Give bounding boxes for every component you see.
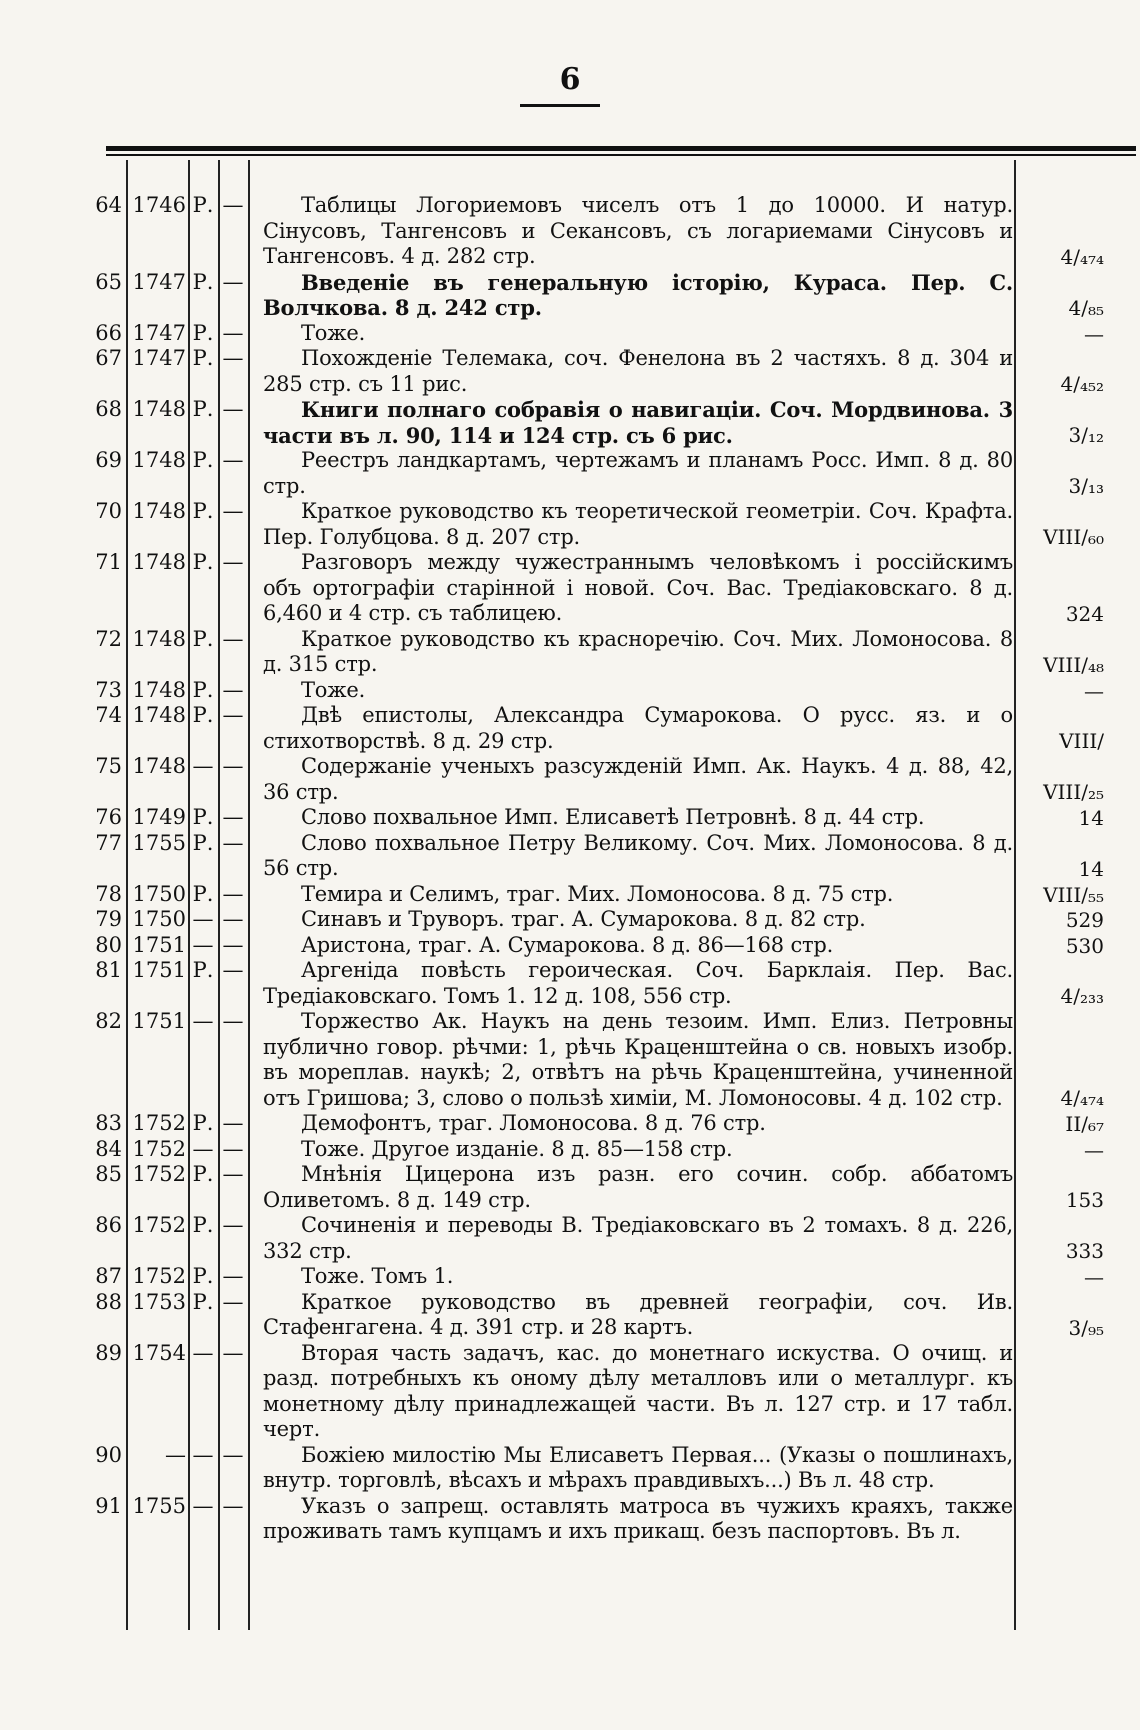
entry-description: Сочиненія и переводы В. Тредіаковскаго въ 2 томахъ. 8 д. 226, 332 стр. xyxy=(263,1213,1013,1263)
entry-number: 70 xyxy=(95,499,122,523)
entry-shelfmark: 4/₄₇₄ xyxy=(1060,1086,1104,1110)
entry-description: Тоже. xyxy=(301,320,366,345)
catalog-entry xyxy=(0,1137,1140,1163)
entry-number: 75 xyxy=(95,754,122,778)
entry-description: Тоже. xyxy=(301,677,366,702)
entry-mark: — xyxy=(222,677,244,702)
entry-year: 1750 xyxy=(132,881,186,906)
entry-number: 71 xyxy=(95,550,122,574)
entry-description: Введеніе въ генеральную історію, Кураса. Пер. С. Волчкова. 8 д. 242 стр. xyxy=(263,269,1013,320)
entry-number: 87 xyxy=(95,1264,122,1288)
entry-description: Краткое руководство къ теоретической геометріи. Соч. Крафта. Пер. Голубцова. 8 д. 207 стр. xyxy=(263,499,1013,549)
catalog-entry xyxy=(0,397,1140,448)
entry-number: 74 xyxy=(95,703,122,727)
entry-number: 91 xyxy=(95,1493,122,1518)
entry-shelfmark: 3/₉₅ xyxy=(1068,1315,1104,1340)
entry-language: Р. xyxy=(192,320,214,345)
entry-mark: — xyxy=(222,754,244,778)
entry-year: 1752 xyxy=(132,1111,186,1135)
entry-year: — xyxy=(165,1442,186,1467)
catalog-entry xyxy=(0,831,1140,882)
entry-mark: — xyxy=(222,703,244,727)
catalog-entry xyxy=(0,550,1140,627)
entry-language: — xyxy=(192,1340,214,1365)
entry-number: 79 xyxy=(95,907,122,931)
entry-shelfmark: — xyxy=(1084,321,1104,346)
entry-year: 1752 xyxy=(132,1162,186,1186)
entry-shelfmark: 4/₄₇₄ xyxy=(1060,245,1104,269)
entry-mark: — xyxy=(222,932,244,957)
catalog-entry xyxy=(0,754,1140,805)
catalog-entry xyxy=(0,1111,1140,1137)
entry-language: Р. xyxy=(192,269,214,294)
entry-mark: — xyxy=(222,1213,244,1237)
entry-language: Р. xyxy=(192,1289,214,1314)
entry-description: Аристона, траг. А. Сумарокова. 8 д. 86—168 стр. xyxy=(301,932,834,957)
entry-mark: — xyxy=(222,397,244,421)
entry-year: 1749 xyxy=(132,805,186,829)
entry-number: 67 xyxy=(95,346,122,370)
entry-language: Р. xyxy=(192,1162,214,1186)
entry-number: 82 xyxy=(95,1009,122,1033)
entry-language: Р. xyxy=(192,1111,214,1135)
entry-mark: — xyxy=(222,1162,244,1186)
entry-description: Торжество Ак. Наукъ на день тезоим. Имп. Елиз. Петровны публично говор. рѣчми: 1, рѣчь Краценштейна о св. новыхъ изобр. въ мореплав. наукѣ; 2, отвѣтъ на рѣчь Краценштейна, учиненной отъ Гришова; 3, слово о пользѣ химіи, М. Ломоносовы. 4 д. 102 стр. xyxy=(263,1009,1013,1110)
catalog-entry xyxy=(0,1264,1140,1290)
entry-number: 78 xyxy=(95,881,122,906)
entry-year: 1751 xyxy=(132,932,186,957)
entry-mark: — xyxy=(222,193,244,217)
entry-description: Похожденіе Телемака, соч. Фенелона въ 2 частяхъ. 8 д. 304 и 285 стр. съ 11 рис. xyxy=(263,346,1013,396)
entry-year: 1748 xyxy=(132,677,186,702)
entry-number: 83 xyxy=(95,1111,122,1135)
entry-language: Р. xyxy=(192,346,214,370)
entry-number: 65 xyxy=(95,269,122,294)
catalog-entry xyxy=(0,882,1140,908)
entry-shelfmark: 3/₁₃ xyxy=(1068,474,1104,498)
entry-shelfmark: 333 xyxy=(1065,1239,1104,1263)
entry-mark: — xyxy=(222,881,244,906)
entry-language: Р. xyxy=(192,1213,214,1237)
entry-language: — xyxy=(192,1442,214,1467)
entry-year: 1747 xyxy=(132,269,186,294)
entry-year: 1752 xyxy=(132,1213,186,1237)
entry-year: 1748 xyxy=(132,448,186,472)
page-number: 6 xyxy=(559,62,581,97)
entry-language: Р. xyxy=(192,499,214,523)
page-number-underline xyxy=(520,104,600,107)
catalog-entry xyxy=(0,1341,1140,1443)
entry-language: Р. xyxy=(192,958,214,982)
entry-shelfmark: 4/₄₅₂ xyxy=(1060,372,1104,396)
entry-mark: — xyxy=(222,907,244,931)
entry-language: Р. xyxy=(192,193,214,217)
entry-shelfmark: VIII/₆₀ xyxy=(1043,525,1104,549)
entry-shelfmark: 529 xyxy=(1065,908,1104,932)
entry-number: 86 xyxy=(95,1213,122,1237)
entry-description: Содержаніе ученыхъ разсужденій Имп. Ак. Наукъ. 4 д. 88, 42, 36 стр. xyxy=(263,754,1013,804)
entry-mark: — xyxy=(222,830,244,855)
entry-year: 1748 xyxy=(132,703,186,727)
entry-mark: — xyxy=(222,550,244,574)
entry-language: — xyxy=(192,932,214,957)
entry-language: — xyxy=(192,754,214,778)
catalog-entries xyxy=(0,193,1140,1545)
entry-number: 84 xyxy=(95,1136,122,1161)
entry-shelfmark: 153 xyxy=(1065,1188,1104,1212)
catalog-entry xyxy=(0,703,1140,754)
entry-year: 1752 xyxy=(132,1264,186,1288)
entry-number: 77 xyxy=(95,830,122,855)
entry-shelfmark: 14 xyxy=(1078,806,1104,830)
entry-description: Синавъ и Труворъ. траг. А. Сумарокова. 8 д. 82 стр. xyxy=(301,907,866,931)
top-rule-thin xyxy=(106,154,1136,156)
entry-number: 89 xyxy=(95,1340,122,1365)
entry-shelfmark: VIII/₄₈ xyxy=(1043,652,1104,677)
catalog-entry xyxy=(0,627,1140,678)
entry-description: Книги полнаго собравія о навигаціи. Соч. Мордвинова. 3 части въ л. 90, 114 и 124 стр. съ 6 рис. xyxy=(263,397,1013,448)
entry-mark: — xyxy=(222,499,244,523)
entry-mark: — xyxy=(222,448,244,472)
entry-mark: — xyxy=(222,1009,244,1033)
top-rule xyxy=(106,146,1136,151)
entry-mark: — xyxy=(222,1136,244,1161)
entry-mark: — xyxy=(222,1340,244,1365)
entry-number: 76 xyxy=(95,805,122,829)
entry-shelfmark: 3/₁₂ xyxy=(1068,423,1104,447)
entry-description: Мнѣнія Цицерона изъ разн. его сочин. собр. аббатомъ Оливетомъ. 8 д. 149 стр. xyxy=(263,1162,1013,1212)
entry-number: 80 xyxy=(95,932,122,957)
entry-number: 73 xyxy=(95,677,122,702)
entry-year: 1748 xyxy=(132,754,186,778)
entry-number: 66 xyxy=(95,320,122,345)
entry-number: 69 xyxy=(95,448,122,472)
entry-description: Двѣ епистолы, Александра Сумарокова. О русс. яз. и о стихотворствѣ. 8 д. 29 стр. xyxy=(263,703,1013,753)
entry-year: 1751 xyxy=(132,958,186,982)
entry-mark: — xyxy=(222,346,244,370)
catalog-entry xyxy=(0,321,1140,347)
catalog-entry xyxy=(0,1213,1140,1264)
entry-language: Р. xyxy=(192,830,214,855)
entry-language: Р. xyxy=(192,397,214,421)
entry-number: 64 xyxy=(95,193,122,217)
entry-language: Р. xyxy=(192,448,214,472)
catalog-entry xyxy=(0,1290,1140,1341)
catalog-entry xyxy=(0,1162,1140,1213)
entry-description: Божіею милостію Мы Елисаветъ Первая... (Указы о пошлинахъ, внутр. торговлѣ, вѣсахъ и мѣрахъ правдивыхъ...) Въ л. 48 стр. xyxy=(263,1442,1013,1492)
entry-language: Р. xyxy=(192,550,214,574)
entry-number: 68 xyxy=(95,397,122,421)
entry-language: — xyxy=(192,1493,214,1518)
entry-year: 1748 xyxy=(132,626,186,651)
catalog-entry xyxy=(0,499,1140,550)
entry-shelfmark: VIII/₂₅ xyxy=(1043,780,1104,804)
entry-shelfmark: — xyxy=(1084,678,1104,703)
entry-description: Слово похвальное Петру Великому. Соч. Мих. Ломоносова. 8 д. 56 стр. xyxy=(263,830,1013,880)
entry-number: 72 xyxy=(95,626,122,651)
catalog-entry xyxy=(0,678,1140,704)
entry-year: 1747 xyxy=(132,320,186,345)
entry-shelfmark: 4/₂₃₃ xyxy=(1060,984,1104,1008)
entry-shelfmark: 324 xyxy=(1065,602,1104,626)
entry-description: Вторая часть задачъ, кас. до монетнаго искуства. О очищ. и разд. потребныхъ къ оному дѣлу металловъ или о металлург. къ монетному дѣлу принадлежащей части. Въ л. 127 стр. и 17 табл. черт. xyxy=(263,1340,1013,1441)
entry-shelfmark: VIII/ xyxy=(1059,729,1104,753)
entry-mark: — xyxy=(222,320,244,345)
entry-year: 1755 xyxy=(132,830,186,855)
catalog-entry xyxy=(0,346,1140,397)
entry-shelfmark: — xyxy=(1084,1265,1104,1289)
entry-mark: — xyxy=(222,805,244,829)
entry-shelfmark: — xyxy=(1084,1137,1104,1162)
entry-language: — xyxy=(192,1136,214,1161)
entry-number: 88 xyxy=(95,1289,122,1314)
entry-shelfmark: 14 xyxy=(1078,856,1104,881)
catalog-entry xyxy=(0,448,1140,499)
catalog-entry xyxy=(0,805,1140,831)
catalog-entry xyxy=(0,1494,1140,1545)
entry-mark: — xyxy=(222,958,244,982)
entry-shelfmark: II/₆₇ xyxy=(1065,1112,1104,1136)
entry-year: 1752 xyxy=(132,1136,186,1161)
entry-description: Демофонтъ, траг. Ломоносова. 8 д. 76 стр. xyxy=(301,1111,766,1135)
entry-language: Р. xyxy=(192,703,214,727)
entry-language: Р. xyxy=(192,1264,214,1288)
entry-mark: — xyxy=(222,269,244,294)
entry-description: Тоже. Томъ 1. xyxy=(301,1264,454,1288)
catalog-entry xyxy=(0,270,1140,321)
entry-description: Разговоръ между чужестраннымъ человѣкомъ і россійскимъ объ ортографіи старінной і новой. Соч. Вас. Тредіаковскаго. 8 д. 6,460 и 4 стр. съ таблицею. xyxy=(263,550,1013,625)
entry-year: 1747 xyxy=(132,346,186,370)
entry-mark: — xyxy=(222,626,244,651)
entry-mark: — xyxy=(222,1264,244,1288)
entry-language: — xyxy=(192,907,214,931)
entry-language: Р. xyxy=(192,677,214,702)
entry-shelfmark: VIII/₅₅ xyxy=(1043,882,1104,907)
entry-number: 90 xyxy=(95,1442,122,1467)
entry-language: Р. xyxy=(192,881,214,906)
entry-year: 1748 xyxy=(132,550,186,574)
entry-language: — xyxy=(192,1009,214,1033)
entry-description: Указъ о запрещ. оставлять матроса въ чужихъ краяхъ, также проживать тамъ купцамъ и ихъ прикащ. безъ паспортовъ. Въ л. xyxy=(263,1493,1013,1543)
entry-mark: — xyxy=(222,1111,244,1135)
entry-year: 1753 xyxy=(132,1289,186,1314)
catalog-entry xyxy=(0,907,1140,933)
entry-year: 1755 xyxy=(132,1493,186,1518)
entry-language: Р. xyxy=(192,626,214,651)
entry-shelfmark: 4/₈₅ xyxy=(1068,295,1104,320)
entry-description: Реестръ ландкартамъ, чертежамъ и планамъ Росс. Имп. 8 д. 80 стр. xyxy=(263,448,1013,498)
entry-mark: — xyxy=(222,1442,244,1467)
entry-description: Слово похвальное Имп. Елисаветѣ Петровнѣ. 8 д. 44 стр. xyxy=(301,805,925,829)
entry-description: Тоже. Другое изданіе. 8 д. 85—158 стр. xyxy=(301,1136,733,1161)
entry-year: 1750 xyxy=(132,907,186,931)
entry-shelfmark: 530 xyxy=(1065,933,1104,958)
catalog-entry xyxy=(0,193,1140,270)
entry-year: 1754 xyxy=(132,1340,186,1365)
entry-year: 1748 xyxy=(132,499,186,523)
entry-number: 85 xyxy=(95,1162,122,1186)
catalog-entry xyxy=(0,1443,1140,1494)
entry-description: Таблицы Логориемовъ чиселъ отъ 1 до 10000. И натур. Сінусовъ, Тангенсовъ и Секансовъ, съ логариемами Сінусовъ и Тангенсовъ. 4 д. 282 стр. xyxy=(263,193,1013,268)
entry-description: Аргеніда повѣсть героическая. Соч. Барклаія. Пер. Вас. Тредіаковскаго. Томъ 1. 12 д. 108, 556 стр. xyxy=(263,958,1013,1008)
entry-year: 1748 xyxy=(132,397,186,421)
entry-language: Р. xyxy=(192,805,214,829)
catalog-entry xyxy=(0,958,1140,1009)
entry-year: 1746 xyxy=(132,193,186,217)
catalog-entry xyxy=(0,933,1140,959)
entry-mark: — xyxy=(222,1289,244,1314)
entry-year: 1751 xyxy=(132,1009,186,1033)
entry-description: Краткое руководство въ древней географіи, соч. Ив. Стафенгагена. 4 д. 391 стр. и 28 картъ. xyxy=(263,1289,1013,1339)
entry-mark: — xyxy=(222,1493,244,1518)
entry-description: Темира и Селимъ, траг. Мих. Ломоносова. 8 д. 75 стр. xyxy=(301,881,894,906)
entry-number: 81 xyxy=(95,958,122,982)
catalog-entry xyxy=(0,1009,1140,1111)
entry-description: Краткое руководство къ красноречію. Соч. Мих. Ломоносова. 8 д. 315 стр. xyxy=(263,626,1013,676)
